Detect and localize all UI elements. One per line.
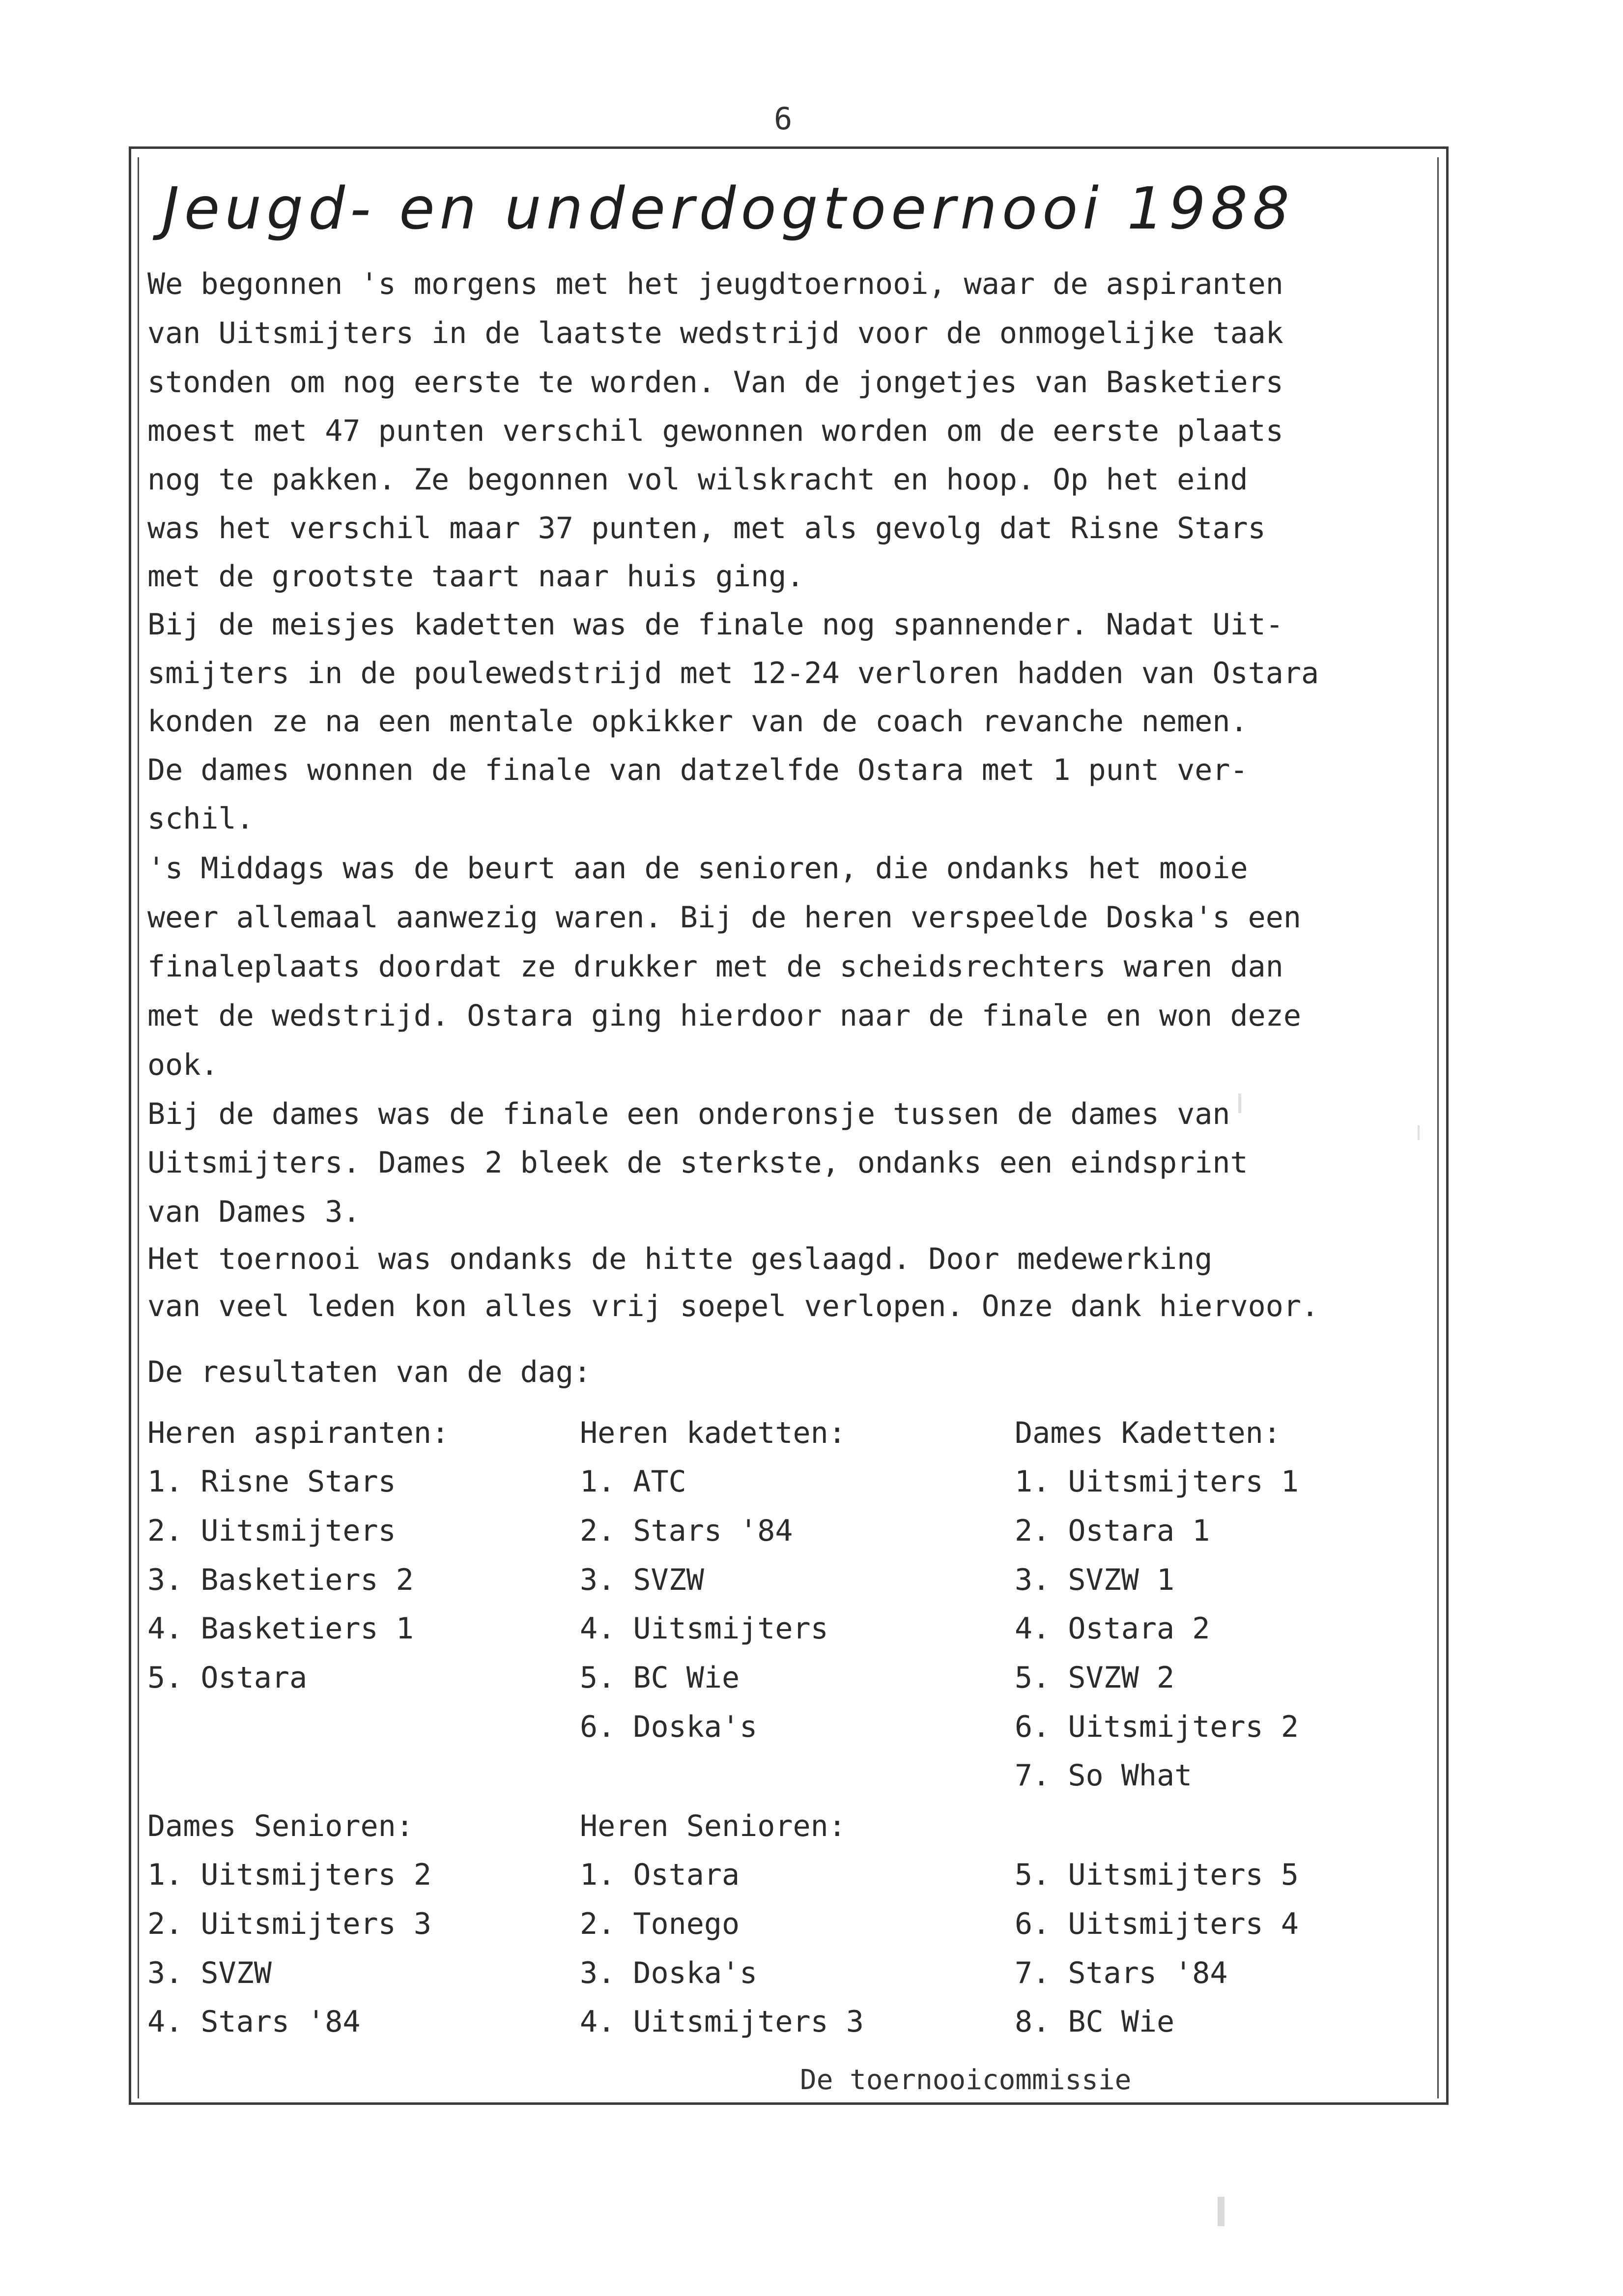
result-item: 4. Stars '84 — [147, 2005, 361, 2039]
result-item: 1. Uitsmijters 2 — [147, 1858, 431, 1892]
result-item: 5. BC Wie — [580, 1661, 740, 1695]
result-item: 3. Doska's — [580, 1956, 758, 1990]
article-line: Uitsmijters. Dames 2 bleek de sterkste, ondanks een eindsprint — [147, 1146, 1248, 1180]
result-item: 3. SVZW — [147, 1956, 272, 1990]
result-item: 3. SVZW — [580, 1563, 704, 1597]
result-item: 2. Stars '84 — [580, 1514, 793, 1548]
result-item: 2. Tonego — [580, 1907, 740, 1941]
signature: De toernooicommissie — [800, 2064, 1132, 2096]
article-line: ook. — [147, 1048, 219, 1082]
article-line: van veel leden kon alles vrij soepel verlopen. Onze dank hiervoor. — [147, 1289, 1319, 1323]
result-item: 1. Uitsmijters 1 — [1015, 1464, 1299, 1499]
result-item: 4. Uitsmijters — [580, 1611, 828, 1646]
result-item: 2. Uitsmijters — [147, 1514, 396, 1548]
article-line: van Uitsmijters in de laatste wedstrijd voor de onmogelijke taak — [147, 316, 1283, 350]
article-line: konden ze na een mentale opkikker van de coach revanche nemen. — [147, 704, 1248, 739]
article-line: met de grootste taart naar huis ging. — [147, 559, 804, 594]
results-heading-dames-kadetten: Dames Kadetten: — [1015, 1416, 1281, 1450]
article-line: We begonnen 's morgens met het jeugdtoernooi, waar de aspiranten — [147, 267, 1283, 301]
result-item: 5. Uitsmijters 5 — [1015, 1858, 1299, 1892]
result-item: 5. Ostara — [147, 1661, 308, 1695]
article-line: schil. — [147, 802, 254, 836]
scan-speck — [1218, 2197, 1224, 2226]
article-line: nog te pakken. Ze begonnen vol wilskracht en hoop. Op het eind — [147, 462, 1248, 497]
article-line: 's Middags was de beurt aan de senioren, die ondanks het mooie — [147, 851, 1248, 886]
article-line: Het toernooi was ondanks de hitte geslaagd. Door medewerking — [147, 1242, 1213, 1276]
scan-speck — [1238, 1093, 1241, 1113]
result-item: 2. Uitsmijters 3 — [147, 1907, 431, 1941]
result-item: 1. Ostara — [580, 1858, 740, 1892]
article-line: stonden om nog eerste te worden. Van de jongetjes van Basketiers — [147, 365, 1283, 400]
results-heading-dames-senioren: Dames Senioren: — [147, 1809, 414, 1843]
article-title: Jeugd- en underdogtoernooi 1988 — [162, 174, 1294, 242]
result-item: 4. Ostara 2 — [1015, 1611, 1210, 1646]
article-line: was het verschil maar 37 punten, met als gevolg dat Risne Stars — [147, 511, 1266, 545]
result-item: 4. Uitsmijters 3 — [580, 2005, 864, 2039]
result-item: 6. Doska's — [580, 1710, 758, 1744]
article-line: Bij de meisjes kadetten was de finale nog spannender. Nadat Uit- — [147, 607, 1283, 642]
result-item: 3. SVZW 1 — [1015, 1563, 1175, 1597]
scan-speck — [1418, 1125, 1420, 1140]
article-line: De dames wonnen de finale van datzelfde Ostara met 1 punt ver- — [147, 753, 1248, 787]
page-number: 6 — [774, 101, 793, 137]
result-item: 5. SVZW 2 — [1015, 1661, 1175, 1695]
result-item: 7. Stars '84 — [1015, 1956, 1228, 1990]
result-item: 6. Uitsmijters 2 — [1015, 1710, 1299, 1744]
result-item: 1. Risne Stars — [147, 1464, 396, 1499]
result-item: 2. Ostara 1 — [1015, 1514, 1210, 1548]
results-heading-heren-kadetten: Heren kadetten: — [580, 1416, 846, 1450]
article-line: finaleplaats doordat ze drukker met de scheidsrechters waren dan — [147, 949, 1283, 984]
article-line: van Dames 3. — [147, 1195, 361, 1229]
result-item: 8. BC Wie — [1015, 2005, 1175, 2039]
article-line: moest met 47 punten verschil gewonnen worden om de eerste plaats — [147, 414, 1283, 448]
results-heading-heren-aspiranten: Heren aspiranten: — [147, 1416, 450, 1450]
result-item: 3. Basketiers 2 — [147, 1563, 414, 1597]
results-intro: De resultaten van de dag: — [147, 1355, 592, 1389]
article-line: met de wedstrijd. Ostara ging hierdoor naar de finale en won deze — [147, 999, 1301, 1033]
result-item: 7. So What — [1015, 1758, 1193, 1793]
results-heading-heren-senioren: Heren Senioren: — [580, 1809, 846, 1843]
result-item: 1. ATC — [580, 1464, 686, 1499]
article-line: Bij de dames was de finale een onderonsje tussen de dames van — [147, 1097, 1230, 1131]
article-line: smijters in de poulewedstrijd met 12-24 verloren hadden van Ostara — [147, 656, 1319, 690]
article-line: weer allemaal aanwezig waren. Bij de heren verspeelde Doska's een — [147, 900, 1301, 935]
result-item: 6. Uitsmijters 4 — [1015, 1907, 1299, 1941]
result-item: 4. Basketiers 1 — [147, 1611, 414, 1646]
